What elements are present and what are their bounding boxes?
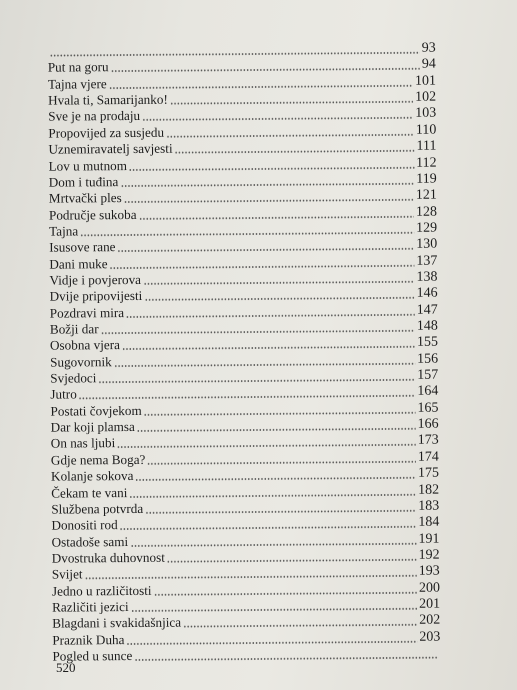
toc-entry-title: Propovijed za susjedu bbox=[48, 124, 165, 141]
toc-entry-page: 202 bbox=[419, 612, 441, 629]
toc-entry-page: 165 bbox=[417, 400, 439, 416]
toc-entry-title: Božji dar bbox=[49, 321, 99, 337]
page-number: 520 bbox=[56, 660, 76, 675]
toc-entry-page: 174 bbox=[417, 449, 439, 465]
toc-entry-title: Postati čovjekom bbox=[50, 402, 142, 419]
toc-entry-title: Dvostruka duhovnost bbox=[51, 549, 165, 566]
toc-entry-title: Različiti jezici bbox=[51, 598, 129, 615]
toc-entry-page: 94 bbox=[421, 56, 436, 73]
toc-entry-title: Gdje nema Boga? bbox=[50, 451, 146, 468]
toc-entry-title: Isusove rane bbox=[49, 239, 116, 255]
toc-entry-title: Praznik Duha bbox=[52, 631, 125, 648]
toc-entry bbox=[52, 644, 440, 665]
toc-entry-title: Ostadoše sami bbox=[51, 533, 129, 550]
toc-entry-page: 166 bbox=[417, 416, 439, 432]
toc-entry-page: 103 bbox=[415, 105, 437, 122]
toc-entry-title: Jedno u različitosti bbox=[51, 582, 152, 599]
toc-entry-page: 130 bbox=[416, 236, 438, 252]
toc-entry-title: Čekam te vani bbox=[51, 484, 128, 501]
toc-entry-title: Uznemiravatelj savjesti bbox=[48, 140, 173, 157]
toc-entry-page: 184 bbox=[418, 514, 440, 530]
toc-entry-title: Osobna vjera bbox=[49, 337, 121, 353]
toc-entry-title: Dvije pripovijesti bbox=[49, 288, 143, 304]
dot-leader bbox=[134, 657, 438, 661]
toc-entry-title: Jutro bbox=[50, 386, 77, 403]
toc-entry-page: 112 bbox=[416, 155, 437, 171]
toc-entry-page: 137 bbox=[416, 253, 438, 269]
toc-entry-page: 201 bbox=[418, 596, 441, 612]
toc-entry-page: 156 bbox=[417, 351, 439, 367]
toc-entry-title: Svijet bbox=[51, 566, 83, 582]
toc-entry-page: 110 bbox=[415, 122, 437, 138]
toc-entry-page: 200 bbox=[418, 580, 440, 596]
toc-entry-page: 173 bbox=[417, 432, 439, 449]
toc-entry-page: 148 bbox=[416, 318, 438, 334]
toc-entry-title: Put na goru bbox=[47, 59, 109, 76]
toc-entry-title: Službena potvrda bbox=[51, 500, 144, 517]
toc-entry-page: 155 bbox=[416, 334, 439, 351]
toc-entry-page: 183 bbox=[418, 498, 440, 514]
toc-entry-title: Dani muke bbox=[49, 255, 108, 272]
toc-entry-page: 146 bbox=[416, 285, 438, 302]
toc-entry-page: 147 bbox=[416, 302, 438, 318]
toc-entry-page: 203 bbox=[419, 629, 441, 645]
toc-entry-page: 129 bbox=[416, 220, 438, 236]
toc-entry-title: Hvala ti, Samarijanko! bbox=[48, 91, 168, 108]
toc-entry-page: 164 bbox=[417, 383, 439, 400]
toc-entry-title: Blagdani i svakidašnjica bbox=[52, 614, 182, 631]
toc-entry-title: Donositi rod bbox=[51, 517, 118, 533]
toc-entry-title: Tajna vjere bbox=[47, 75, 107, 92]
toc-entry-title: Mrtvački ples bbox=[48, 190, 122, 206]
toc-entry-title: Lov u mutnom bbox=[48, 157, 128, 174]
toc-entry-title: Dar koji plamsa bbox=[50, 419, 135, 435]
toc-entry-page: 193 bbox=[418, 563, 440, 579]
toc-entry-page: 121 bbox=[415, 187, 437, 203]
toc-entry-title: Sve je na prodaju bbox=[48, 108, 141, 125]
toc-entry-page: 175 bbox=[417, 465, 440, 481]
toc-entry-page: 192 bbox=[418, 547, 440, 563]
toc-entry-page: 138 bbox=[416, 269, 438, 285]
toc-entry-page: 128 bbox=[415, 204, 438, 220]
toc-entry-title: Dom i tuđina bbox=[48, 173, 119, 190]
toc-entry-page: 157 bbox=[417, 367, 439, 383]
toc-entry-page: 191 bbox=[418, 531, 440, 547]
toc-entry-title: Vidje i povjerova bbox=[49, 271, 142, 288]
toc-entry-title: Pogled u sunce bbox=[52, 648, 133, 664]
toc-entry-page: 101 bbox=[414, 73, 436, 89]
toc-entry-page: 119 bbox=[416, 171, 437, 187]
toc-entry-title: Područje sukoba bbox=[48, 206, 137, 223]
toc-entry-title: Sugovornik bbox=[50, 353, 112, 370]
toc-entry-page: 111 bbox=[416, 138, 437, 154]
toc-entry-title: Svjedoci bbox=[50, 370, 97, 386]
toc-entry-title: Pozdravi mira bbox=[49, 304, 125, 321]
toc-entry-page: 102 bbox=[415, 89, 437, 105]
toc-entry-title: Tajna bbox=[49, 223, 79, 239]
toc-entry-page: 182 bbox=[418, 482, 440, 498]
toc-entry-page: 93 bbox=[421, 40, 436, 56]
toc-entry-title: Kolanje sokova bbox=[50, 468, 134, 484]
toc-entry-title: On nas ljubi bbox=[50, 435, 116, 452]
